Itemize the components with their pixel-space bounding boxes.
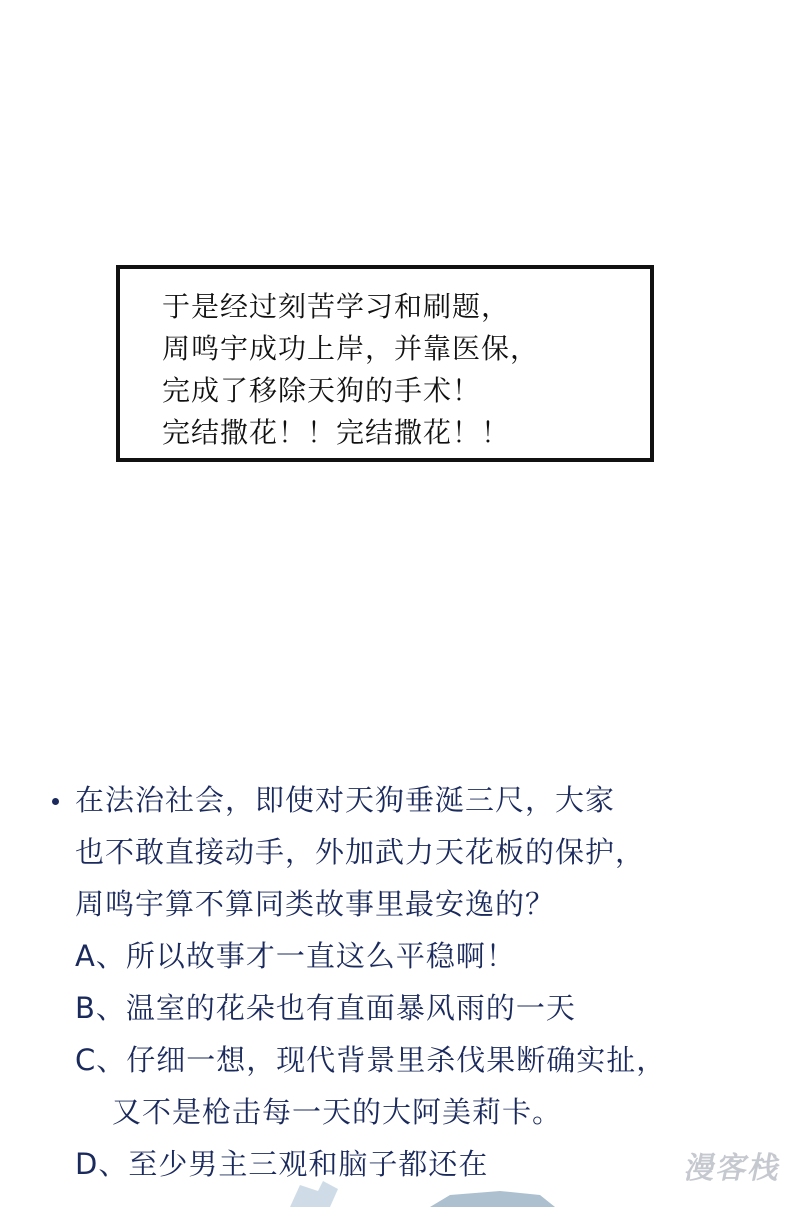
question-line-1: 在法治社会，即使对天狗垂涎三尺，大家 bbox=[75, 783, 616, 817]
option-d: D、至少男主三观和脑子都还在 bbox=[75, 1147, 489, 1181]
option-b: B、温室的花朵也有直面暴风雨的一天 bbox=[75, 991, 576, 1025]
option-a: A、所以故事才一直这么平稳啊！ bbox=[75, 939, 516, 973]
caption-line-2: 周鸣宇成功上岸，并靠医保， bbox=[162, 332, 540, 365]
caption-line-3: 完成了移除天狗的手术！ bbox=[162, 374, 482, 407]
caption-line-4: 完结撒花！！完结撒花！！ bbox=[162, 416, 511, 449]
option-c: C、仔细一想，现代背景里杀伐果断确实扯， bbox=[75, 1043, 667, 1077]
question-line-2: 也不敢直接动手，外加武力天花板的保护， bbox=[75, 835, 646, 869]
question-line-3: 周鸣宇算不算同类故事里最安逸的？ bbox=[75, 887, 556, 921]
caption-line-1: 于是经过刻苦学习和刷题， bbox=[162, 290, 511, 323]
option-c-continuation: 又不是枪击每一天的大阿美莉卡。 bbox=[112, 1095, 563, 1129]
bottom-art-fragment bbox=[0, 1177, 800, 1207]
caption-box bbox=[116, 265, 654, 462]
watermark-logo: 漫客栈 bbox=[681, 1151, 785, 1186]
bullet-icon bbox=[52, 798, 59, 805]
caption-text bbox=[162, 286, 539, 454]
